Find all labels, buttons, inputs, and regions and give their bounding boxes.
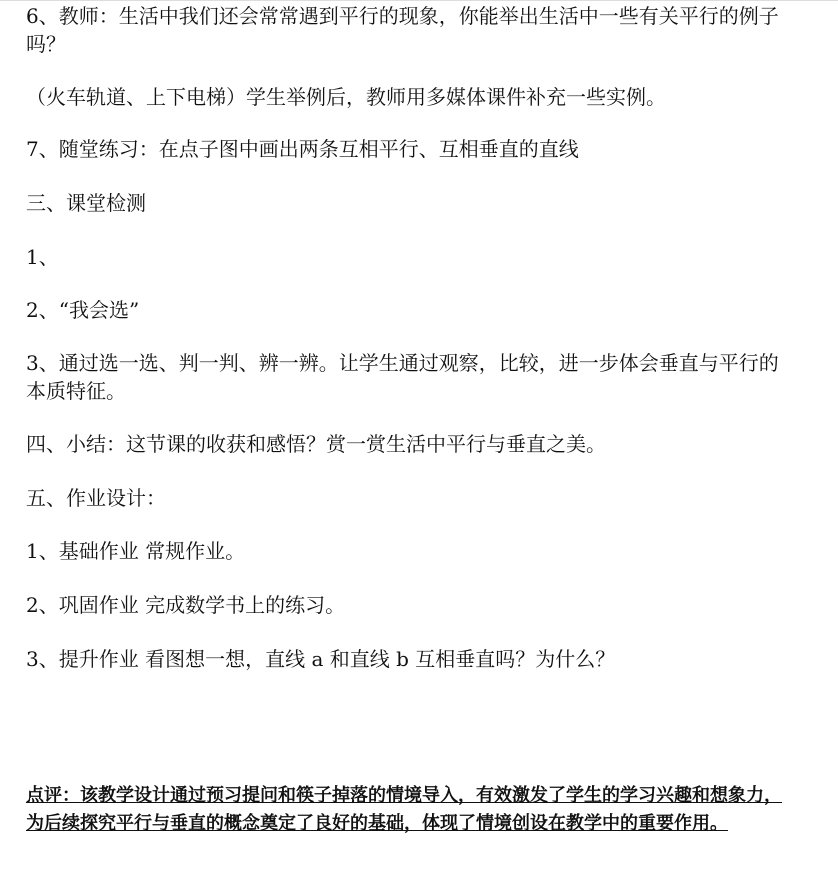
paragraph-practice: 7、随堂练习：在点子图中画出两条互相平行、互相垂直的直线: [26, 137, 579, 161]
page-top-border: [0, 0, 838, 1]
paragraph-teacher-question: 6、教师：生活中我们还会常常遇到平行的现象，你能举出生活中一些有关平行的例子吗？: [26, 4, 779, 56]
heading-classroom-test: 三、课堂检测: [26, 191, 146, 215]
paragraph-homework-2: 2、巩固作业 完成数学书上的练习。: [26, 593, 346, 617]
heading-summary: 四、小结：这节课的收获和感悟？赏一赏生活中平行与垂直之美。: [26, 432, 606, 456]
paragraph-student-examples: （火车轨道、上下电梯）学生举例后，教师用多媒体课件补充一些实例。: [26, 85, 666, 109]
heading-homework: 五、作业设计：: [26, 486, 166, 510]
paragraph-homework-1: 1、基础作业 常规作业。: [26, 539, 246, 563]
paragraph-test-item-2: 2、“我会选”: [26, 298, 140, 322]
paragraph-test-item-3: 3、通过选一选、判一判、辨一辨。让学生通过观察，比较，进一步体会垂直与平行的本质特征。: [26, 351, 779, 403]
review-comment: 点评：该教学设计通过预习提问和筷子掉落的情境导入，有效激发了学生的学习兴趣和想象力，为后续探究平行与垂直的概念奠定了良好的基础，体现了情境创设在教学中的重要作用。: [26, 785, 782, 834]
paragraph-homework-3: 3、提升作业 看图想一想，直线 a 和直线 b 互相垂直吗？为什么？: [26, 647, 616, 671]
paragraph-test-item-1: 1、: [26, 245, 59, 269]
